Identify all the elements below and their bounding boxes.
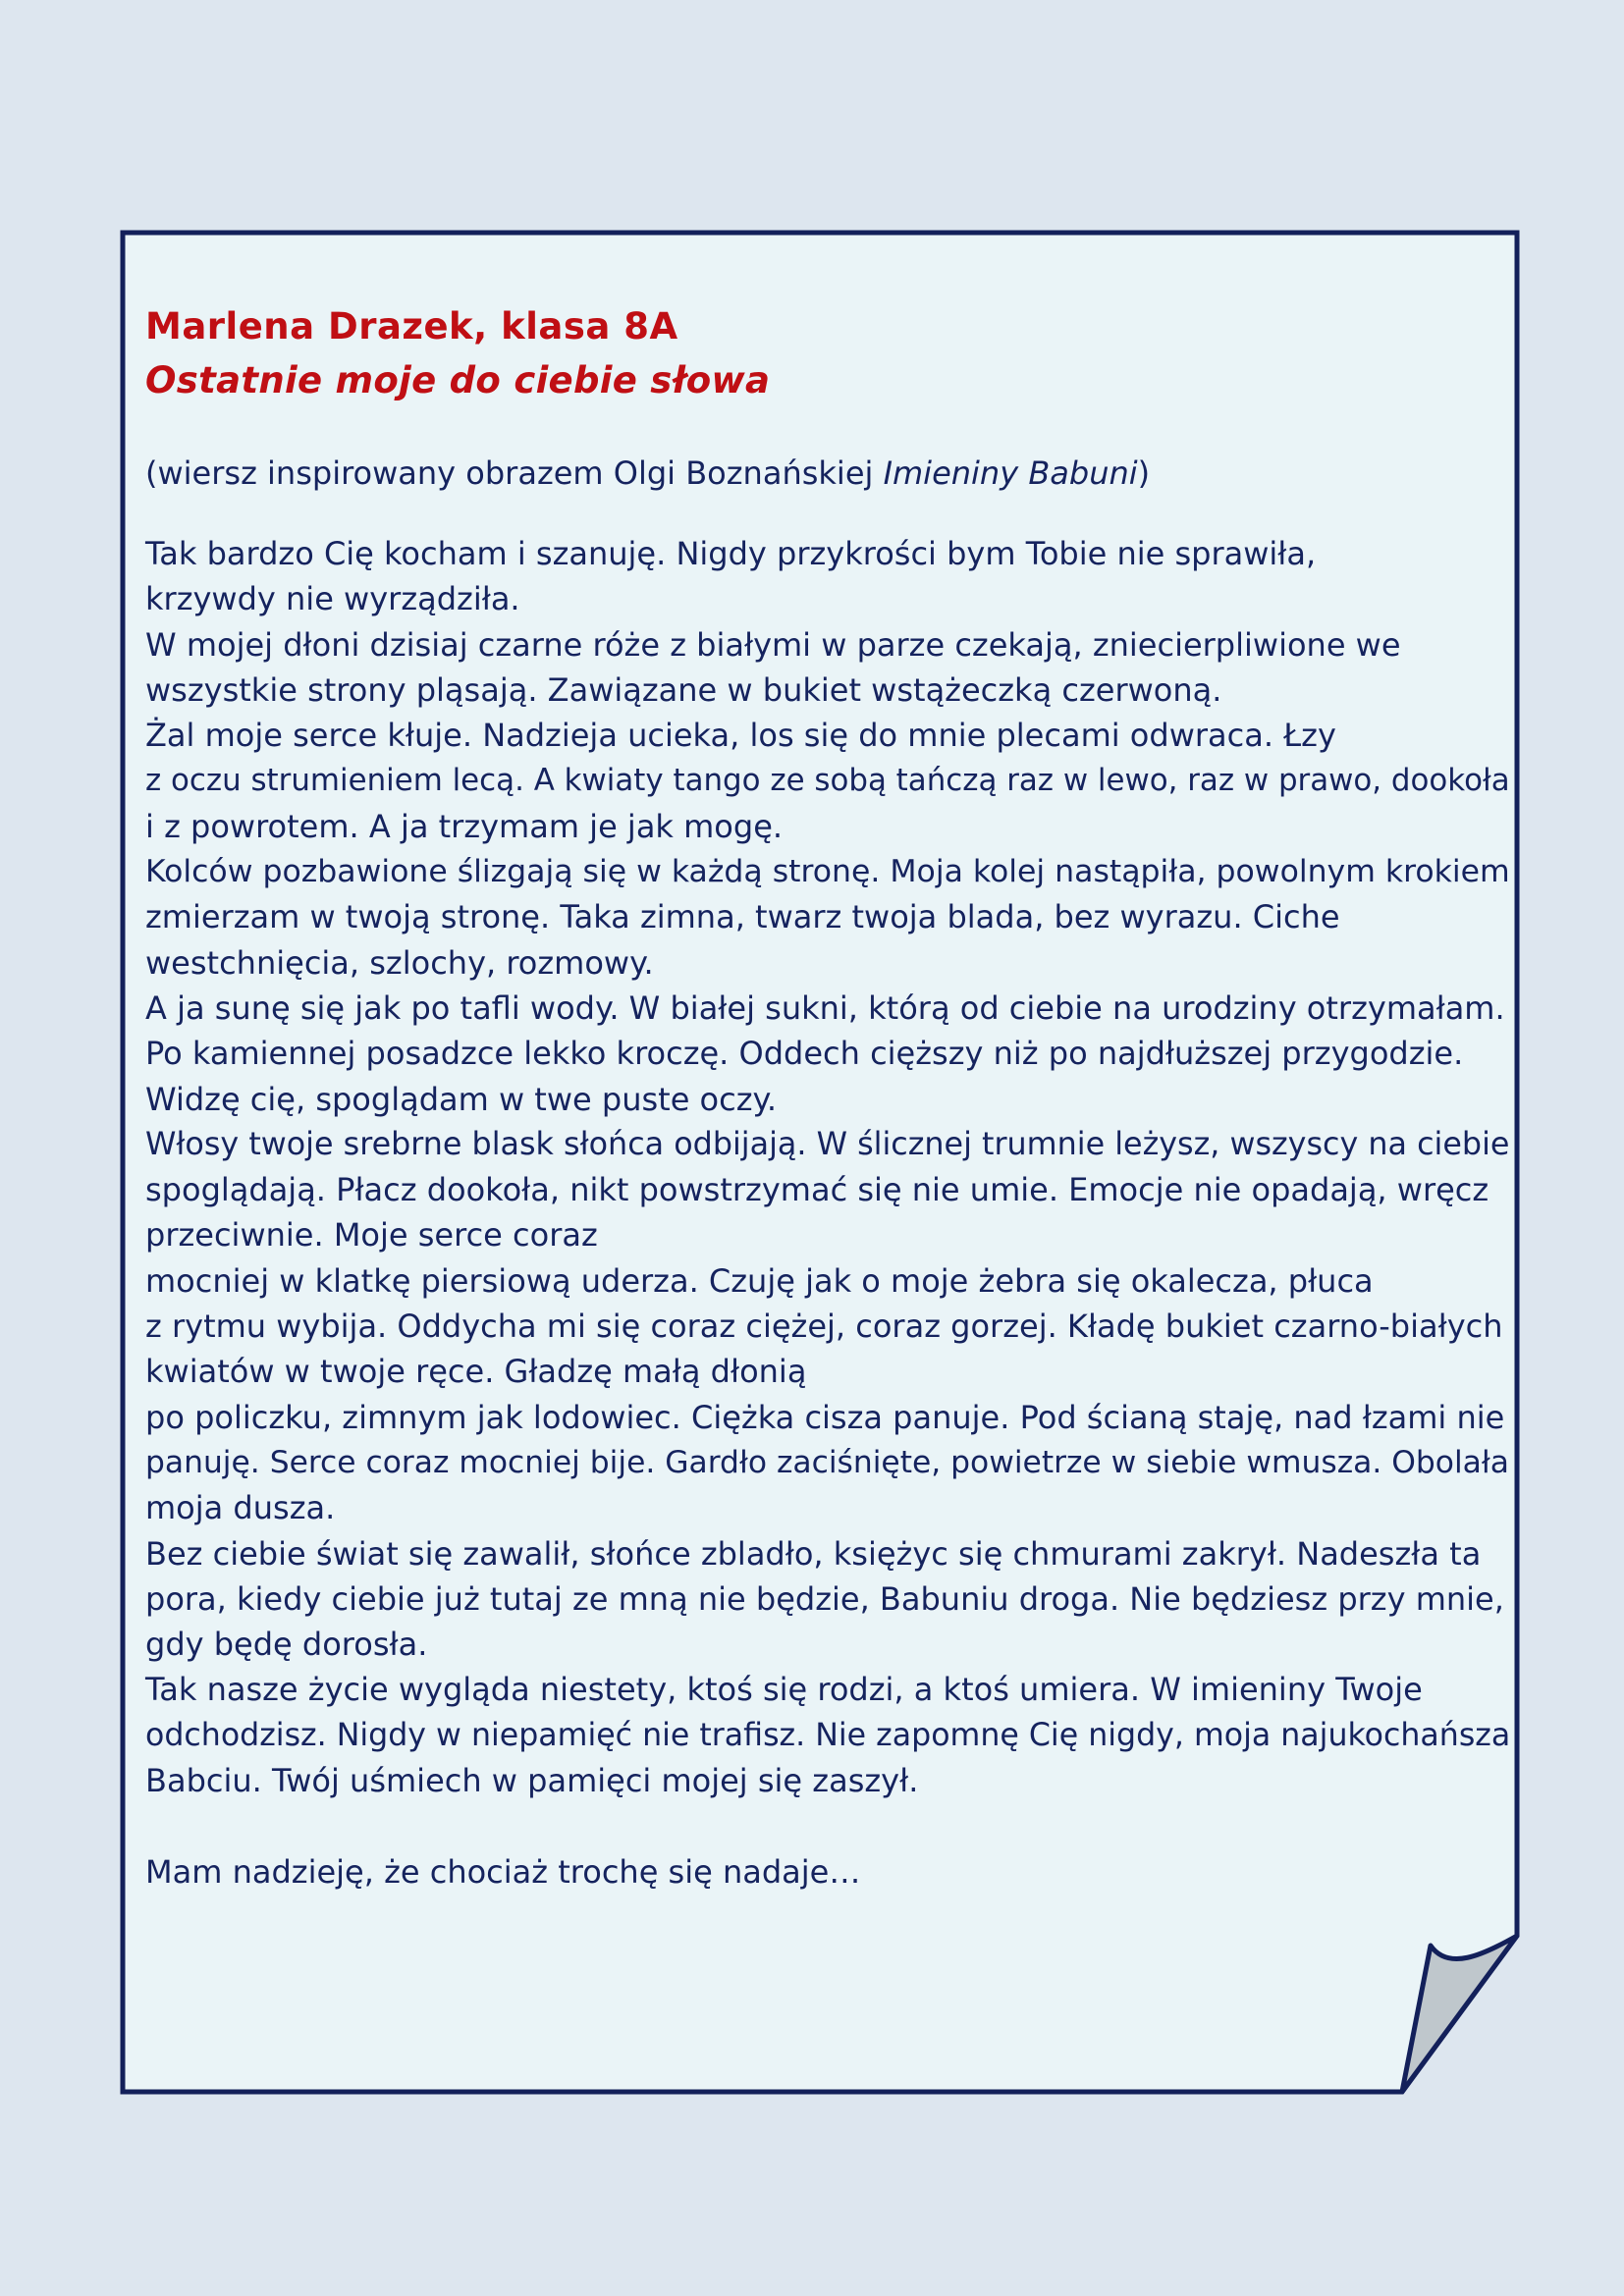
- poem-line: odchodzisz. Nigdy w niepamięć nie trafisz. Nie zapomnę Cię nigdy, moja najukochańsza: [145, 1717, 1511, 1753]
- subtitle-prefix: (wiersz inspirowany obrazem Olgi Boznańskiej: [145, 454, 884, 492]
- poem-line: Kolców pozbawione ślizgają się w każdą stronę. Moja kolej nastąpiła, powolnym krokiem: [145, 854, 1510, 890]
- subtitle-work-title: Imieniny Babuni: [883, 454, 1138, 492]
- poem-line: Widzę cię, spoglądam w twe puste oczy.: [145, 1080, 778, 1118]
- poem-body: [145, 531, 1510, 1803]
- poem-line: W mojej dłoni dzisiaj czarne róże z białymi w parze czekają, zniecierpliwione we: [145, 625, 1401, 664]
- closing-line: Mam nadzieję, że chociaż trochę się nadaje…: [145, 1853, 861, 1892]
- poem-line: moja dusza.: [145, 1489, 336, 1527]
- poem-line: Włosy twoje srebrne blask słońca odbijają. W ślicznej trumnie leżysz, wszyscy na ciebie: [145, 1126, 1510, 1162]
- poem-line: pora, kiedy ciebie już tutaj ze mną nie będzie, Babuniu droga. Nie będziesz przy mnie,: [145, 1579, 1504, 1618]
- poem-line: po policzku, zimnym jak lodowiec. Ciężka cisza panuje. Pod ścianą staję, nad łzami nie: [145, 1398, 1505, 1436]
- poem-line: westchnięcia, szlochy, rozmowy.: [145, 943, 654, 982]
- poem-line: przeciwnie. Moje serce coraz: [145, 1216, 598, 1255]
- poem-line: Tak bardzo Cię kocham i szanuję. Nigdy przykrości bym Tobie nie sprawiła,: [145, 535, 1317, 572]
- poem-title: Ostatnie moje do ciebie słowa: [145, 359, 771, 401]
- poem-subtitle: [145, 451, 1510, 496]
- letter-content: [145, 299, 1510, 1895]
- subtitle-suffix: ): [1137, 454, 1151, 492]
- poem-line: i z powrotem. A ja trzymam je jak mogę.: [145, 807, 784, 845]
- poem-line: z oczu strumieniem lecą. A kwiaty tango ze sobą tańczą raz w lewo, raz w prawo, dookoła: [145, 763, 1510, 799]
- poem-line: Po kamiennej posadzce lekko kroczę. Oddech cięższy niż po najdłuższej przygodzie.: [145, 1035, 1464, 1073]
- poem-line: gdy będę dorosła.: [145, 1626, 428, 1664]
- poem-line: z rytmu wybija. Oddycha mi się coraz ciężej, coraz gorzej. Kładę bukiet czarno-białych: [145, 1308, 1503, 1346]
- poem-line: Tak nasze życie wygląda niestety, ktoś się rodzi, a ktoś umiera. W imieniny Twoje: [145, 1671, 1423, 1709]
- poem-line: panuję. Serce coraz mocniej bije. Gardło zaciśnięte, powietrze w siebie wmusza. Obolała: [145, 1444, 1509, 1480]
- poem-line: spoglądają. Płacz dookoła, nikt powstrzymać się nie umie. Emocje nie opadają, wręcz: [145, 1171, 1489, 1209]
- poem-line: mocniej w klatkę piersiową uderza. Czuję jak o moje żebra się okalecza, płuca: [145, 1261, 1374, 1300]
- poem-line: Bez ciebie świat się zawalił, słońce zbladło, księżyc się chmurami zakrył. Nadeszła ta: [145, 1534, 1482, 1573]
- poem-line: kwiatów w twoje ręce. Gładzę małą dłonią: [145, 1353, 807, 1391]
- poem-line: wszystkie strony pląsają. Zawiązane w bukiet wstążeczką czerwoną.: [145, 670, 1222, 709]
- poem-line: zmierzam w twoją stronę. Taka zimna, twarz twoja blada, bez wyrazu. Ciche: [145, 898, 1340, 936]
- poem-line: krzywdy nie wyrządziła.: [145, 580, 520, 618]
- poem-line: Babciu. Twój uśmiech w pamięci mojej się zaszył.: [145, 1762, 919, 1800]
- poem-line: A ja sunę się jak po tafli wody. W białej sukni, którą od ciebie na urodziny otrzymałam.: [145, 988, 1505, 1027]
- poem-line: Żal moje serce kłuje. Nadzieja ucieka, los się do mnie plecami odwraca. Łzy: [145, 717, 1336, 755]
- author-line: Marlena Drazek, klasa 8A: [145, 305, 678, 347]
